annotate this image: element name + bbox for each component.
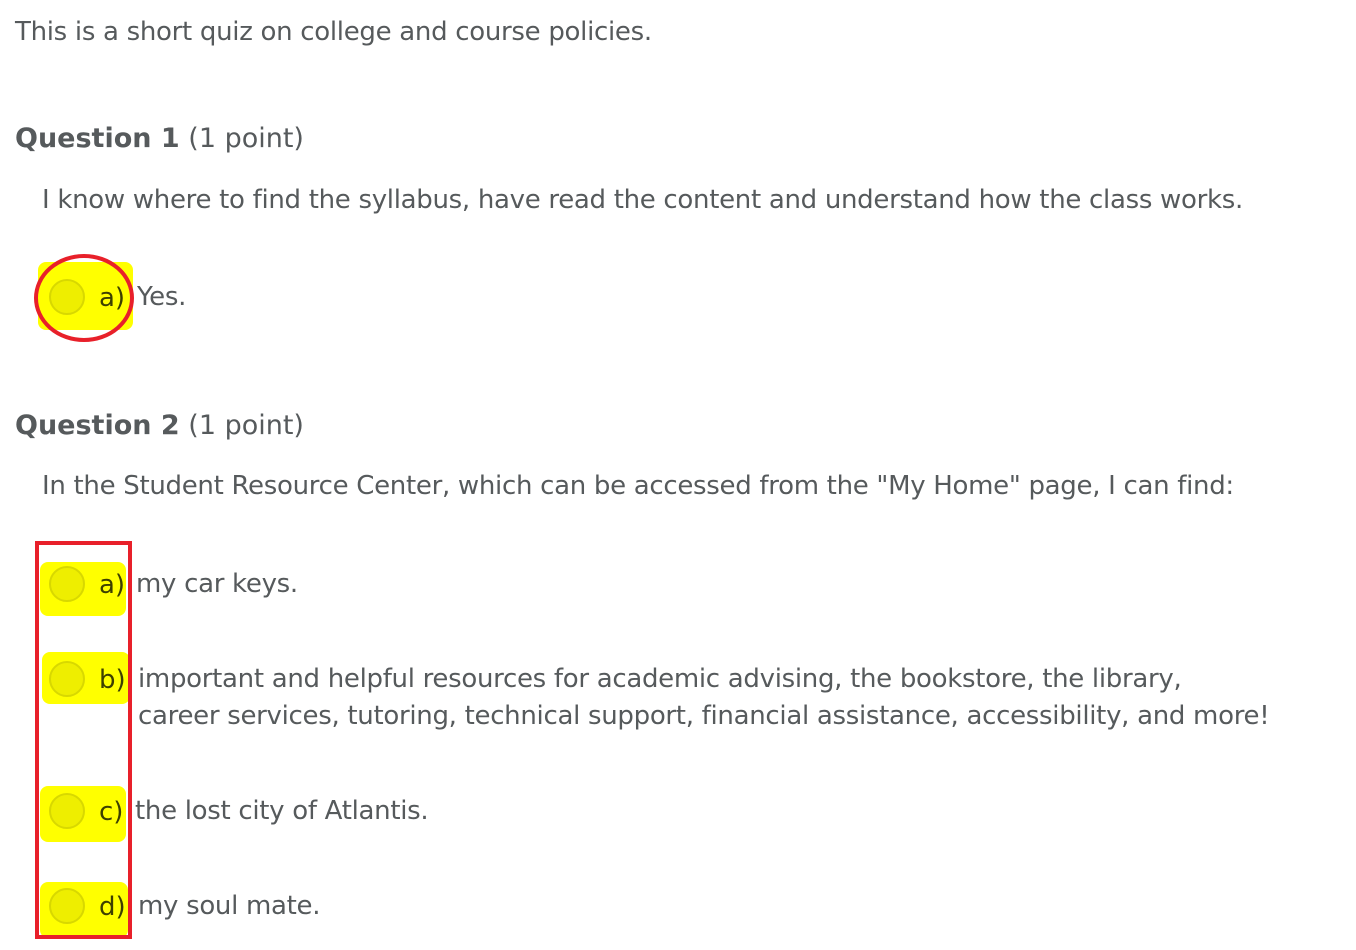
annotation-circle [30, 250, 140, 346]
question-2-text: In the Student Resource Center, which can be accessed from the "My Home" page, I can find: [42, 471, 1234, 501]
q2-option-a-label: a) [99, 570, 126, 600]
question-1-title: Question 1 [15, 123, 180, 154]
question-2-points: (1 point) [188, 410, 304, 441]
question-1-points: (1 point) [188, 123, 304, 154]
question-2-header [15, 410, 304, 442]
question-1-header [15, 123, 304, 155]
q2-option-b-text[interactable]: important and helpful resources for academic advising, the bookstore, the library, [138, 664, 1182, 694]
annotation-rectangle [35, 541, 132, 939]
q1-option-a-text[interactable]: Yes. [137, 282, 187, 312]
q2-option-d-label: d) [99, 892, 126, 922]
quiz-intro: This is a short quiz on college and course policies. [15, 17, 652, 47]
q2-option-a-text[interactable]: my car keys. [136, 569, 298, 599]
q1-option-a-label: a) [99, 283, 126, 313]
q2-option-c-text[interactable]: the lost city of Atlantis. [135, 796, 429, 826]
question-2-title: Question 2 [15, 410, 180, 441]
q2-option-b-label: b) [99, 665, 126, 695]
q2-option-d-text[interactable]: my soul mate. [138, 891, 321, 921]
question-1-text: I know where to find the syllabus, have read the content and understand how the class works. [42, 185, 1243, 215]
q2-option-c-label: c) [99, 797, 124, 827]
q2-option-b-text-line2[interactable]: career services, tutoring, technical support, financial assistance, accessibility, and more! [138, 701, 1270, 731]
